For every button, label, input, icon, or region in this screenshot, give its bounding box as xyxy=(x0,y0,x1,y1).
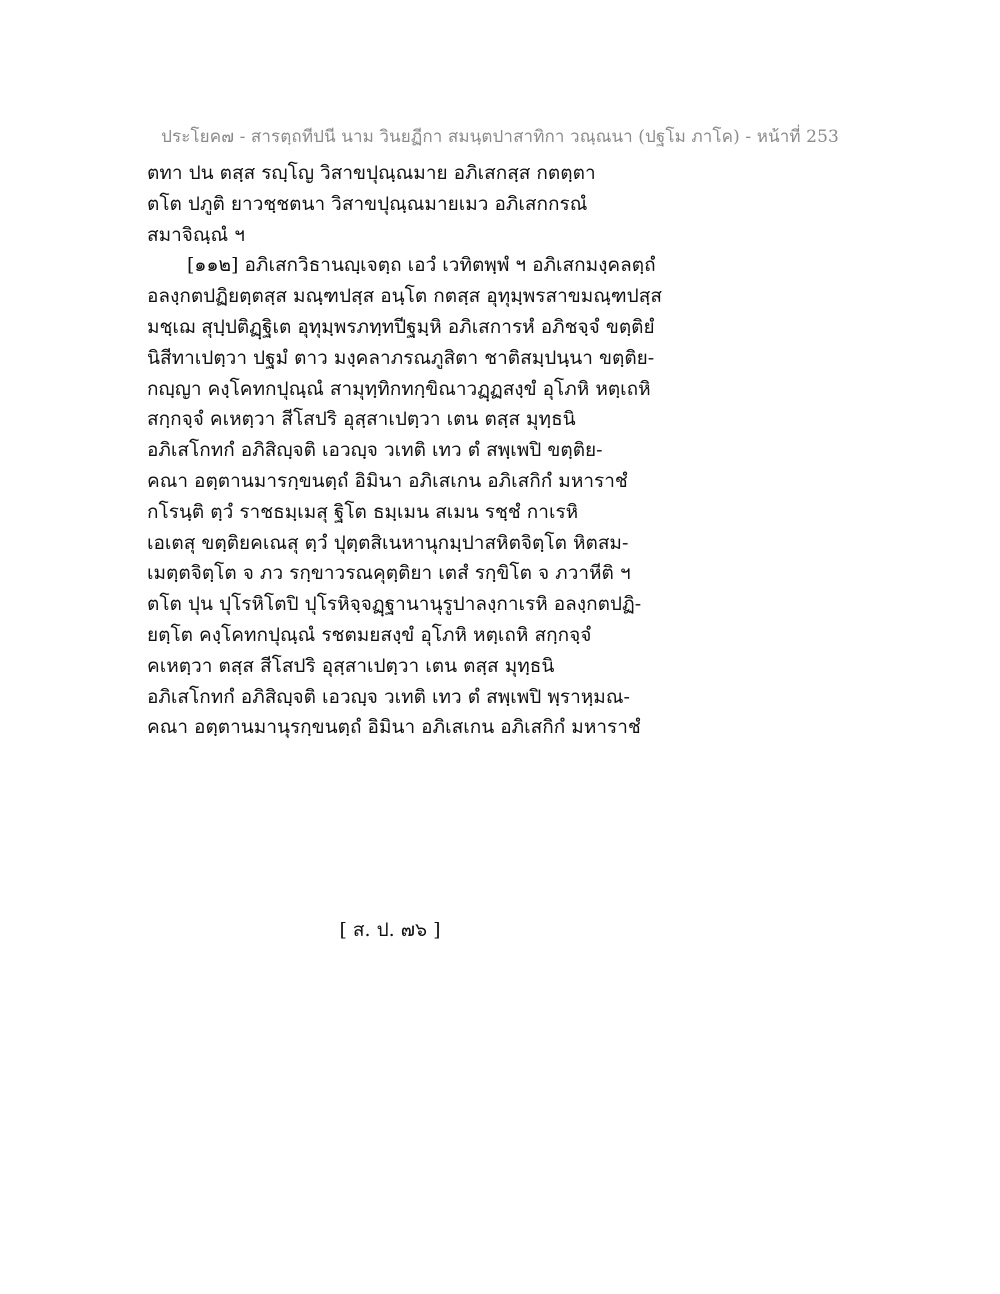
text-line: ตโต ปภูติ ยาวชฺชตนา วิสาขปุณฺณมายเมว อภิเสกกรณํ xyxy=(147,192,588,215)
running-header: ประโยค๗ - สารตฺถทีปนี นาม วินยฏีกา สมนฺตปาสาทิกา วณฺณนา (ปฐโม ภาโค) - หน้าที่ 253 xyxy=(161,127,839,147)
text-line: อภิเสโกทกํ อภิสิญฺจติ เอวญฺจ วเทติ เทว ตํ สพฺเพปิ พฺราหฺมณ- xyxy=(147,685,630,708)
body-text xyxy=(147,158,707,743)
text-line: ตทา ปน ตสฺส รญฺโญ วิสาขปุณฺณมาย อภิเสกสฺส กตตฺตา xyxy=(147,162,596,184)
text-line: สกฺกจฺจํ คเหตฺวา สีโสปริ อุสฺสาเปตฺวา เตน ตสฺส มุทฺธนิ xyxy=(147,408,576,431)
text-line: นิสีทาเปตฺวา ปฐมํ ตาว มงฺคลาภรณภูสิตา ชาติสมฺปนฺนา ขตฺติย- xyxy=(147,346,655,369)
text-line: เอเตสุ ขตฺติยคเณสุ ตฺวํ ปุตฺตสิเนหานุกมฺปาสหิตจิตฺโต หิตสม- xyxy=(147,531,629,554)
text-line: ตโต ปุน ปุโรหิโตปิ ปุโรหิจฺจฏฺฐานานุรูปาลงฺกาเรหิ อลงฺกตปฏิ- xyxy=(147,593,642,616)
text-line: คเหตฺวา ตสฺส สีโสปริ อุสฺสาเปตฺวา เตน ตสฺส มุทฺธนิ xyxy=(147,654,555,677)
text-line: อลงฺกตปฏิยตฺตสฺส มณฺฑปสฺส อนฺโต กตสฺส อุทุมฺพรสาขมณฺฑปสฺส xyxy=(147,285,662,308)
text-line: สมาจิณฺณํ ฯ xyxy=(147,223,245,246)
text-line: มชฺเฌ สุปฺปติฏฺฐิเต อุทุมฺพรภทฺทปีฐมฺหิ อภิเสการหํ อภิชจฺจํ ขตฺติยํ xyxy=(147,315,655,338)
text-line: กโรนฺติ ตฺวํ ราชธมฺเมสุ ฐิโต ธมฺเมน สเมน รชฺชํ กาเรหิ xyxy=(147,500,579,523)
paragraph-start-line: [๑๑๒] อภิเสกวิธานญฺเจตฺถ เอวํ เวทิตพฺพํ ฯ อภิเสกมงฺคลตฺถํ xyxy=(187,254,656,277)
text-line: ยตฺโต คงฺโคทกปุณฺณํ รชตมยสงฺขํ อุโภหิ หตฺเถหิ สกฺกจฺจํ xyxy=(147,623,592,646)
text-line: กญฺญา คงฺโคทกปุณฺณํ สามุทฺทิกทกฺขิณาวฏฺฏสงฺขํ อุโภหิ หตฺเถหิ xyxy=(147,377,651,400)
text-line: อภิเสโกทกํ อภิสิญฺจติ เอวญฺจ วเทติ เทว ตํ สพฺเพปิ ขตฺติย- xyxy=(147,439,603,462)
text-line: คณา อตฺตานมารกฺขนตฺถํ อิมินา อภิเสเกน อภิเสกิกํ มหาราชํ xyxy=(147,469,628,492)
page-reference: [ ส. ป. ๗๖ ] xyxy=(339,919,441,941)
text-line: เมตฺตจิตฺโต จ ภว รกฺขาวรณคุตฺติยา เตสํ รกฺขิโต จ ภวาหีติ ฯ xyxy=(147,562,631,585)
text-line: คณา อตฺตานมานุรกฺขนตฺถํ อิมินา อภิเสเกน อภิเสกิกํ มหาราชํ xyxy=(147,716,641,739)
